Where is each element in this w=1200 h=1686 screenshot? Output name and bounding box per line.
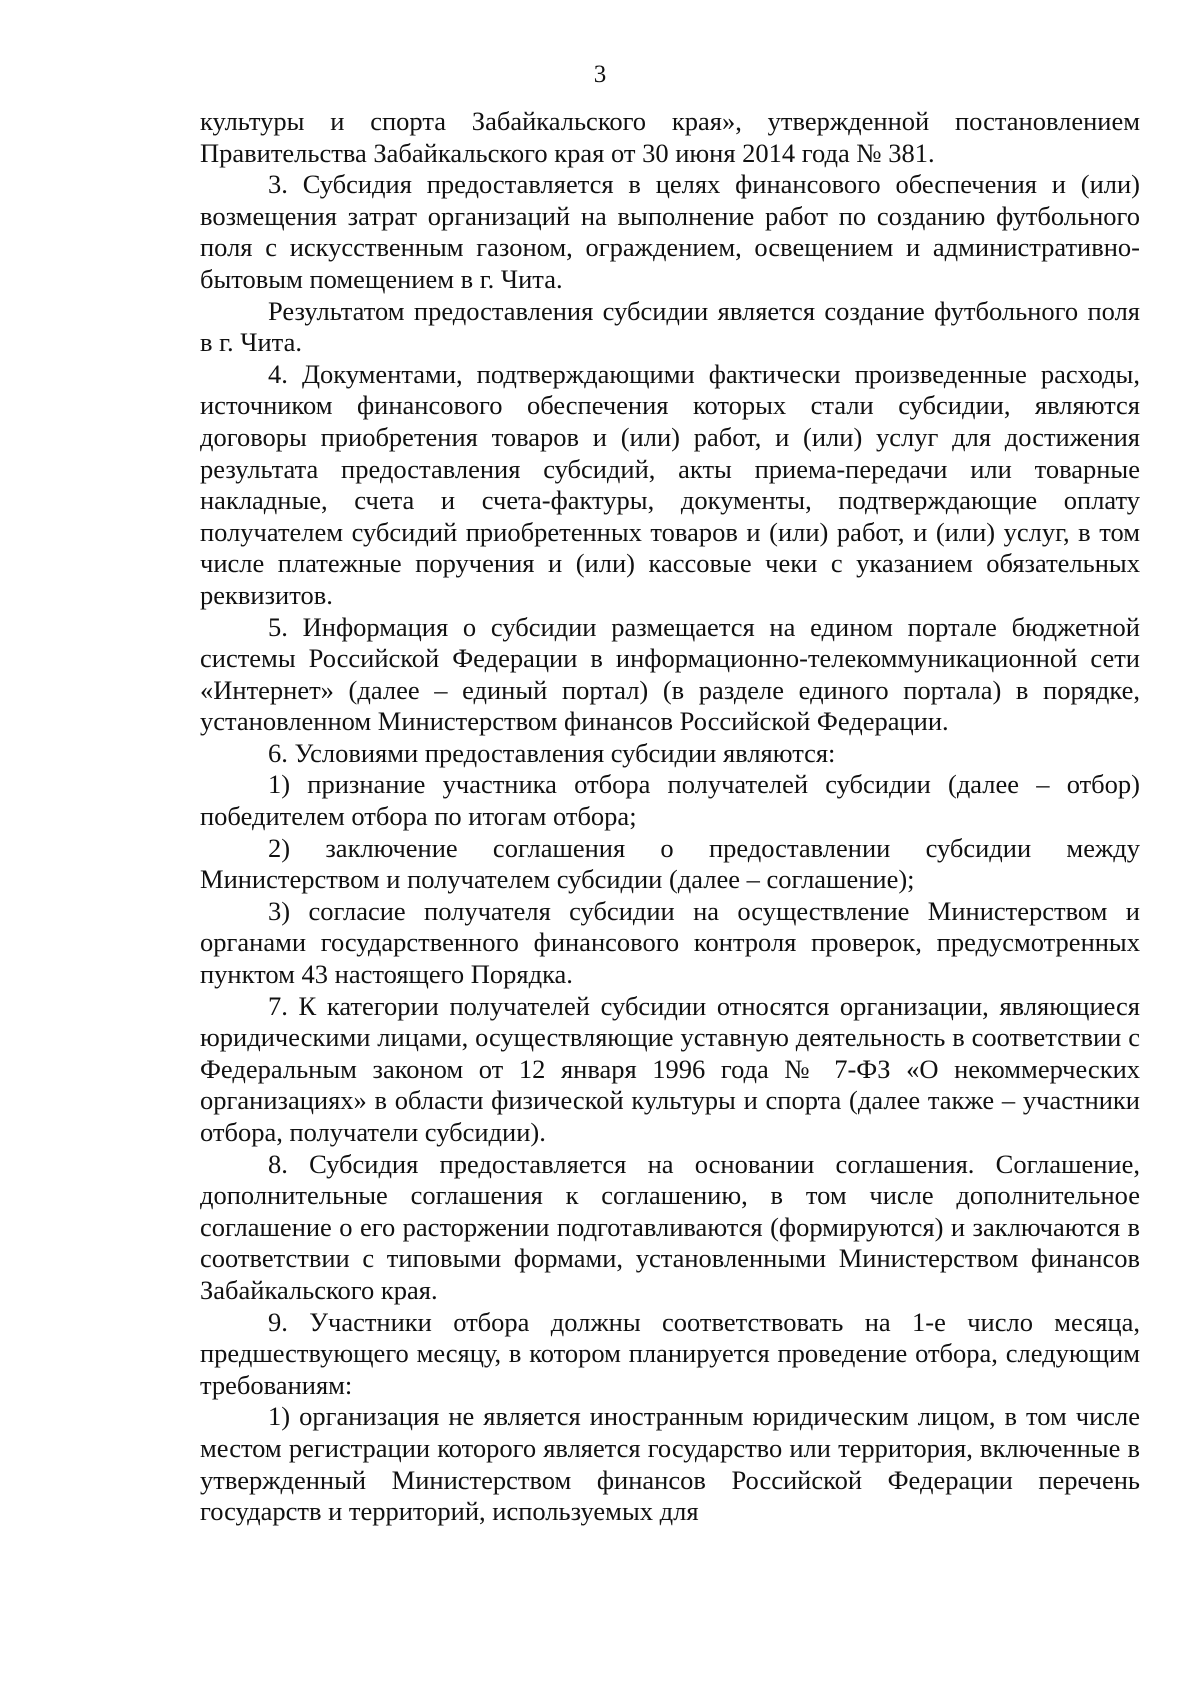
paragraph: 8. Субсидия предоставляется на основании соглашения. Соглашение, дополнительные соглашения к соглашению, в том числе дополнительное соглашение о его расторжении подготавливаются (формируются) и заключаются в соответствии с типовыми формами, установленными Министерством финансов Забайкальского края. bbox=[200, 1148, 1140, 1305]
paragraph: 7. К категории получателей субсидии относятся организации, являющиеся юридическими лицами, осуществляющие уставную деятельность в соответствии с Федеральным законом от 12 января 1996 года № 7-ФЗ «О некоммерческих организациях» в области физической культуры и спорта (далее также – участники отбора, получатели субсидии). bbox=[200, 990, 1140, 1147]
paragraph: 1) признание участника отбора получателей субсидии (далее – отбор) победителем отбора по итогам отбора; bbox=[200, 769, 1140, 832]
paragraph: культуры и спорта Забайкальского края», утвержденной постановлением Правительства Забайкальского края от 30 июня 2014 года № 381. bbox=[200, 106, 1140, 168]
paragraph: 4. Документами, подтверждающими фактически произведенные расходы, источником финансового обеспечения которых стали субсидии, являются договоры приобретения товаров и (или) работ, и (или) услуг для достижения результата предоставления субсидий, акты приема-передачи или товарные накладные, счета и счета-фактуры, документы, подтверждающие оплату получателем субсидий приобретенных товаров и (или) работ, и (или) услуг, в том числе платежные поручения и (или) кассовые чеки с указанием обязательных реквизитов. bbox=[200, 358, 1140, 610]
paragraph: 3) согласие получателя субсидии на осуществление Министерством и органами государственного финансового контроля проверок, предусмотренных пунктом 43 настоящего Порядка. bbox=[200, 895, 1140, 990]
paragraph: 9. Участники отбора должны соответствовать на 1-е число месяца, предшествующего месяцу, в котором планируется проведение отбора, следующим требованиям: bbox=[200, 1306, 1140, 1400]
paragraph: Результатом предоставления субсидии является создание футбольного поля в г. Чита. bbox=[200, 295, 1140, 358]
paragraph: 2) заключение соглашения о предоставлении субсидии между Министерством и получателем субсидии (далее – соглашение); bbox=[200, 832, 1140, 895]
paragraph: 1) организация не является иностранным юридическим лицом, в том числе местом регистрации которого является государство или территория, включенные в утвержденный Министерством финансов Российской Федерации перечень государств и территорий, используемых для bbox=[200, 1401, 1140, 1527]
paragraph: 6. Условиями предоставления субсидии являются: bbox=[268, 737, 836, 768]
page-number: 3 bbox=[593, 61, 607, 88]
paragraph: 5. Информация о субсидии размещается на едином портале бюджетной системы Российской Федерации в информационно-телекоммуникационной сети «Интернет» (далее – единый портал) (в разделе единого портала) в порядке, установленном Министерством финансов Российской Федерации. bbox=[200, 611, 1140, 737]
document-body bbox=[200, 106, 1140, 1528]
paragraph: 3. Субсидия предоставляется в целях финансового обеспечения и (или) возмещения затрат организаций на выполнение работ по созданию футбольного поля с искусственным газоном, ограждением, освещением и административно-бытовым помещением в г. Чита. bbox=[200, 169, 1140, 294]
